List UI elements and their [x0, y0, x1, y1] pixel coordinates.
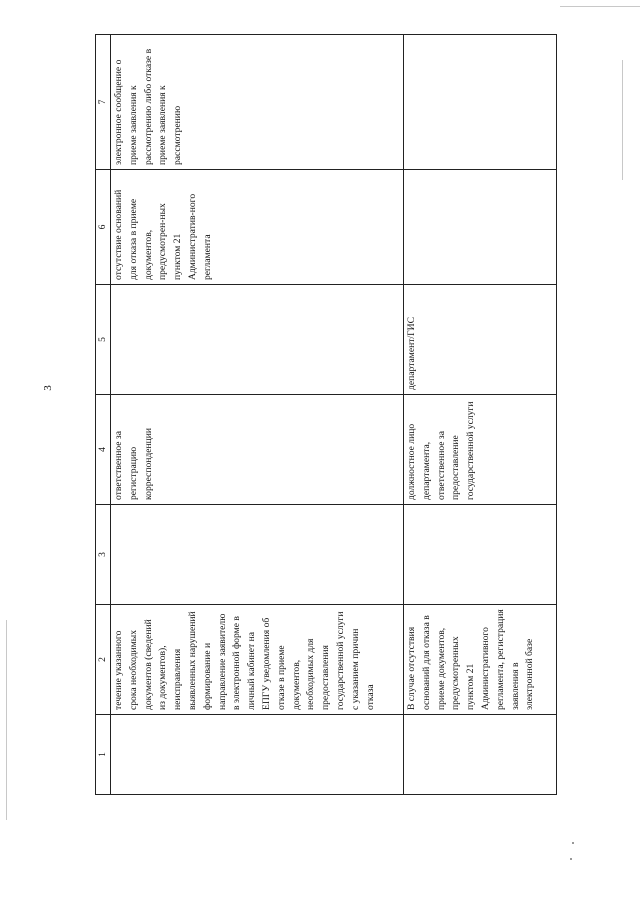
table-cell	[404, 170, 557, 285]
procedure-table	[95, 34, 557, 795]
scan-speck	[570, 858, 572, 860]
header-row	[96, 35, 111, 795]
table-cell: департамент/ГИС	[404, 285, 557, 395]
table-cell	[111, 505, 404, 605]
scan-edge-left	[6, 620, 7, 820]
scan-edge-right	[622, 60, 623, 180]
column-header-1: 1	[96, 715, 111, 795]
table-row	[404, 35, 557, 795]
landscape-table-region	[95, 35, 575, 795]
scan-edge-top	[560, 6, 640, 7]
table-cell	[111, 715, 404, 795]
column-header-7: 7	[96, 35, 111, 170]
column-header-4: 4	[96, 395, 111, 505]
scan-speck	[572, 842, 574, 844]
page-number: 3	[42, 385, 54, 391]
table-cell	[404, 505, 557, 605]
table-cell	[111, 285, 404, 395]
column-header-2: 2	[96, 605, 111, 715]
column-header-3: 3	[96, 505, 111, 605]
column-header-5: 5	[96, 285, 111, 395]
table-cell: течение указанного срока необходимых документов (сведений из документов), неисправления выявленных нарушений формирование и направление заявителю в электронной форме в личный кабинет на ЕПГУ уведомления об отказе в приеме документов, необходимых для предоставления государственной услуги с указанием причин отказа	[111, 605, 404, 715]
table-cell: ответственное за регистрацию корреспонденции	[111, 395, 404, 505]
table-cell: должностное лицо департамента, ответственное за предоставление государственной услуги	[404, 395, 557, 505]
table-row	[111, 35, 404, 795]
table-cell	[404, 35, 557, 170]
table-cell	[404, 715, 557, 795]
table-cell: В случае отсутствия оснований для отказа в приеме документов, предусмотренных пунктом 21 Административного регламента, регистрация заявления в электронной базе	[404, 605, 557, 715]
column-header-6: 6	[96, 170, 111, 285]
table-cell: отсутствие оснований для отказа в приеме документов, предусмотрен-ных пунктом 21 Административ-ного регламента	[111, 170, 404, 285]
table-cell: электронное сообщение о приеме заявления к рассмотрению либо отказе в приеме заявления к рассмотрению	[111, 35, 404, 170]
